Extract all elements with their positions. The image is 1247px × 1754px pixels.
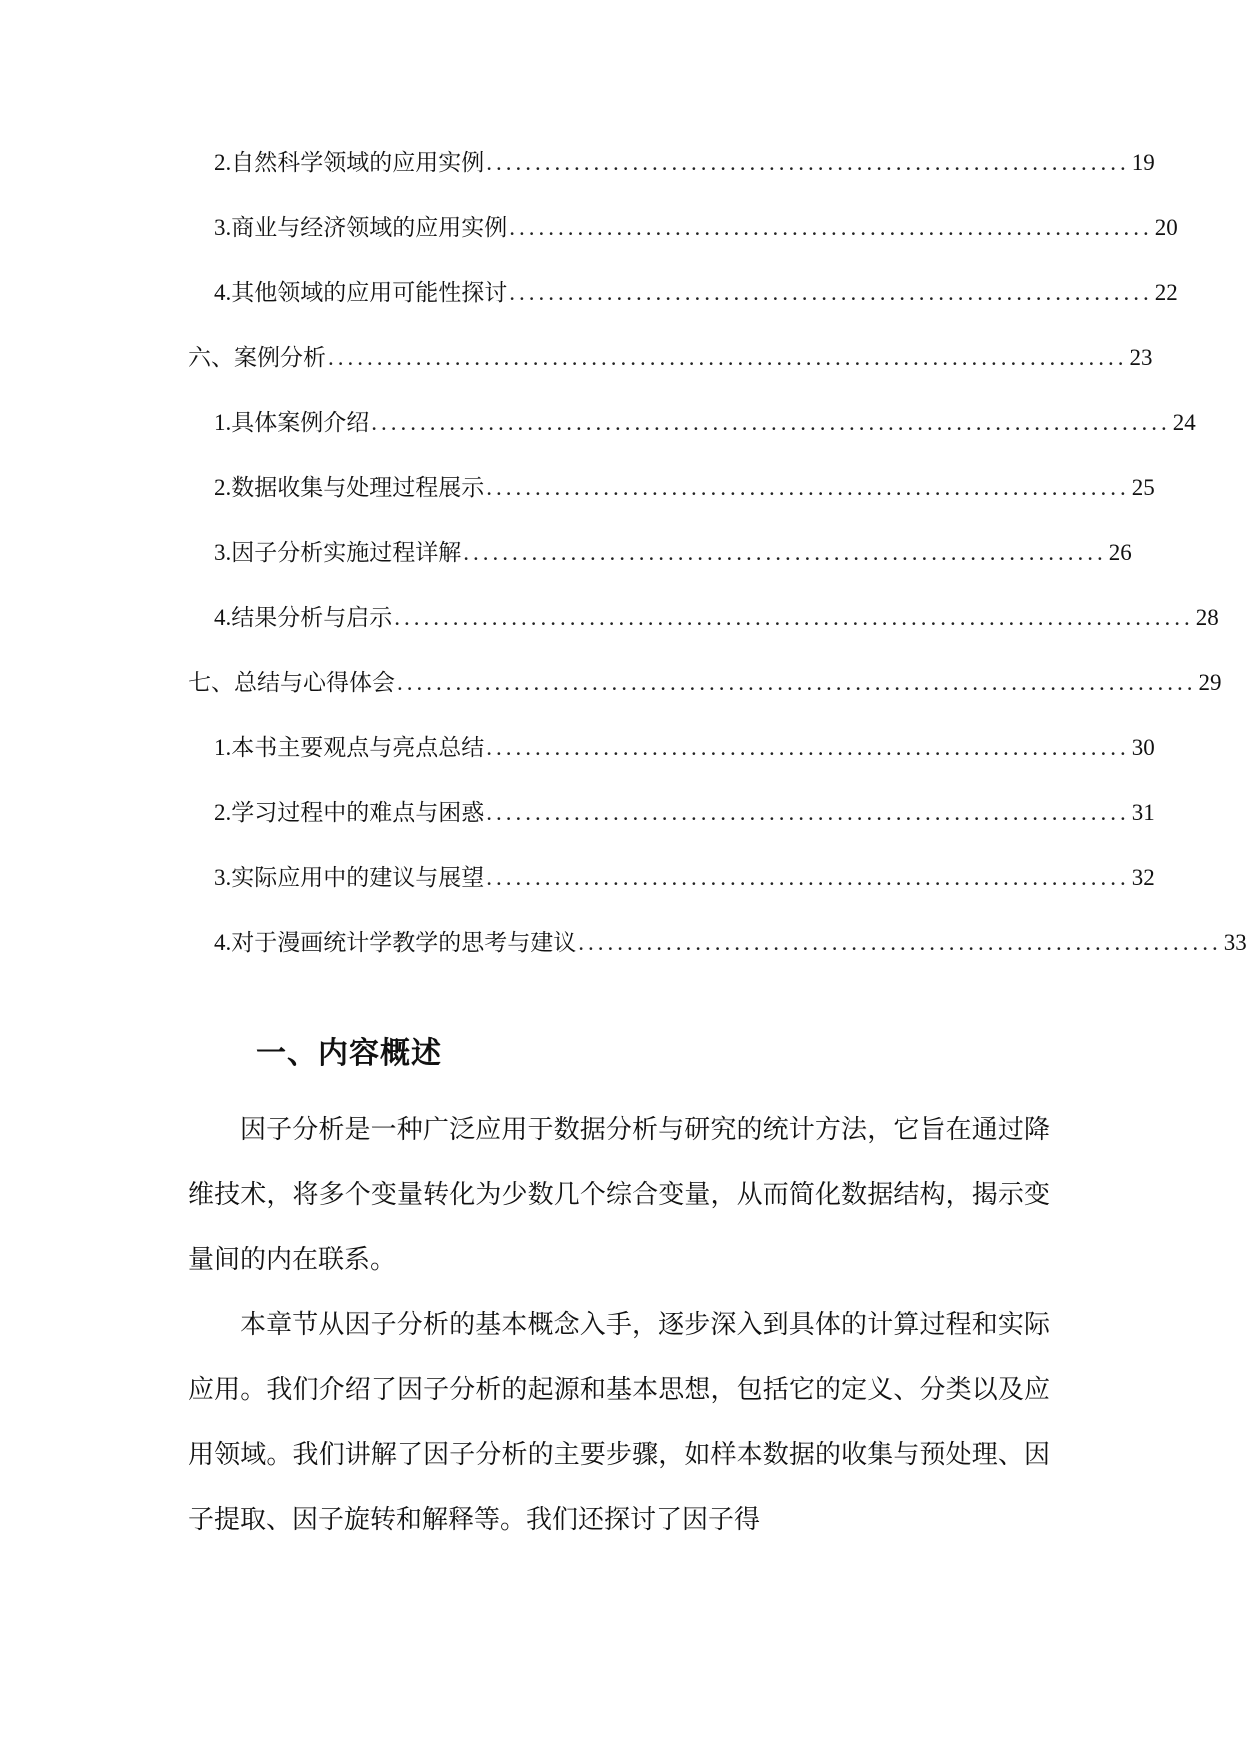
toc-entry[interactable] — [188, 473, 1155, 538]
toc-entry-page: 20 — [1154, 215, 1178, 240]
toc-entry-page: 25 — [1131, 475, 1155, 500]
toc-entry[interactable] — [188, 148, 1155, 213]
toc-leader-dots: .................................................................. — [509, 215, 1153, 240]
toc-entry[interactable] — [188, 863, 1155, 928]
toc-leader-dots: .................................................................. — [486, 735, 1130, 760]
toc-entry[interactable] — [188, 278, 1178, 343]
toc-leader-dots: .................................................................. — [509, 280, 1153, 305]
toc-entry-page: 32 — [1131, 865, 1155, 890]
toc-entry-label: 自然科学领域的应用实例 — [231, 150, 485, 176]
toc-entry-number: 4. — [214, 280, 232, 305]
toc-entry[interactable] — [188, 538, 1132, 603]
toc-entry-label: 学习过程中的难点与困惑 — [231, 800, 485, 826]
toc-entry-label: 六、案例分析 — [188, 345, 326, 371]
toc-leader-dots: .................................................................. — [578, 930, 1222, 955]
toc-entry-page: 19 — [1131, 150, 1155, 175]
toc-entry[interactable] — [188, 733, 1155, 798]
toc-entry-number: 2. — [214, 475, 232, 500]
toc-entry-number: 4. — [214, 930, 232, 955]
toc-leader-dots: .................................................................................. — [371, 410, 1171, 435]
table-of-contents — [188, 148, 1247, 993]
toc-entry-page: 22 — [1154, 280, 1178, 305]
toc-leader-dots: .................................................................. — [486, 475, 1130, 500]
toc-entry-label: 实际应用中的建议与展望 — [231, 865, 485, 891]
toc-entry[interactable] — [188, 213, 1178, 278]
toc-entry-label: 数据收集与处理过程展示 — [231, 475, 485, 501]
body-paragraph: 本章节从因子分析的基本概念入手，逐步深入到具体的计算过程和实际应用。我们介绍了因子分析的起源和基本思想，包括它的定义、分类以及应用领域。我们讲解了因子分析的主要步骤，如样本数据的收集与预处理、因子提取、因子旋转和解释等。我们还探讨了因子得 — [188, 1310, 1050, 1535]
toc-leader-dots: .................................................................. — [486, 865, 1130, 890]
toc-entry-page: 24 — [1172, 410, 1196, 435]
toc-entry-number: 1. — [214, 410, 232, 435]
toc-entry-label: 其他领域的应用可能性探讨 — [231, 280, 508, 306]
toc-entry-page: 26 — [1108, 540, 1132, 565]
toc-leader-dots: .................................................................. — [486, 150, 1130, 175]
toc-leader-dots: .................................................................................. — [394, 605, 1194, 630]
toc-leader-dots: .................................................................. — [486, 800, 1130, 825]
toc-entry[interactable] — [188, 408, 1196, 473]
toc-entry-page: 31 — [1131, 800, 1155, 825]
section-body — [188, 1098, 1050, 1553]
section-heading: 一、内容概述 — [256, 1036, 442, 1071]
toc-leader-dots: .................................................................................. — [328, 345, 1128, 370]
toc-entry-number: 2. — [214, 800, 232, 825]
toc-entry-number: 2. — [214, 150, 232, 175]
toc-entry-label: 因子分析实施过程详解 — [231, 540, 462, 566]
toc-entry[interactable] — [188, 668, 1222, 733]
toc-entry-label: 商业与经济领域的应用实例 — [231, 215, 508, 241]
toc-entry-page: 29 — [1198, 670, 1222, 695]
body-paragraph: 因子分析是一种广泛应用于数据分析与研究的统计方法，它旨在通过降维技术，将多个变量转化为少数几个综合变量，从而简化数据结构，揭示变量间的内在联系。 — [188, 1115, 1050, 1275]
toc-entry-label: 七、总结与心得体会 — [188, 670, 395, 696]
toc-entry-page: 28 — [1195, 605, 1219, 630]
toc-entry-label: 本书主要观点与亮点总结 — [231, 735, 485, 761]
toc-entry-label: 对于漫画统计学教学的思考与建议 — [231, 930, 577, 956]
toc-entry-number: 4. — [214, 605, 232, 630]
toc-entry-label: 具体案例介绍 — [231, 410, 370, 436]
toc-entry[interactable] — [188, 603, 1219, 668]
toc-leader-dots: .................................................................. — [463, 540, 1107, 565]
toc-entry-page: 30 — [1131, 735, 1155, 760]
toc-entry-number: 3. — [214, 865, 232, 890]
toc-entry-page: 33 — [1223, 930, 1247, 955]
toc-entry-number: 3. — [214, 215, 232, 240]
toc-leader-dots: .................................................................................. — [397, 670, 1197, 695]
toc-entry[interactable] — [188, 928, 1247, 993]
toc-entry-number: 3. — [214, 540, 232, 565]
toc-entry-page: 23 — [1129, 345, 1153, 370]
toc-entry[interactable] — [188, 343, 1153, 408]
toc-entry-number: 1. — [214, 735, 232, 760]
toc-entry[interactable] — [188, 798, 1155, 863]
toc-entry-label: 结果分析与启示 — [231, 605, 393, 631]
